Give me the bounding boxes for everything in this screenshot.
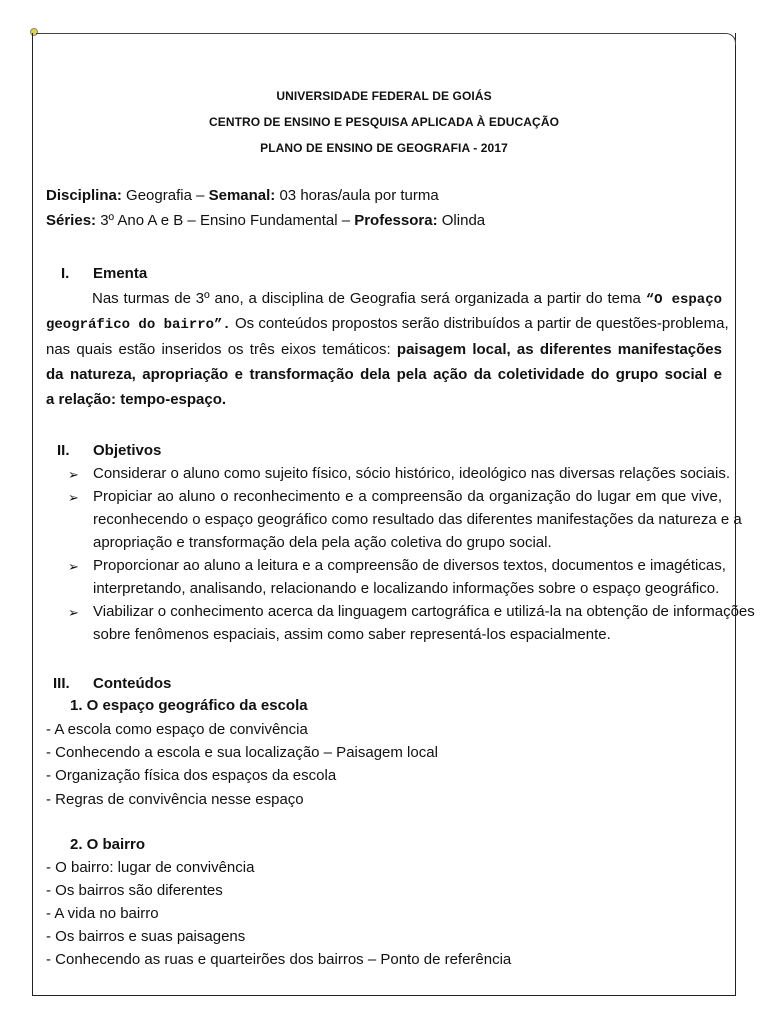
objetivo-item-cont: sobre fenômenos espaciais, assim como saber representá-los espacialmente. [93, 626, 611, 643]
semanal-value: 03 horas/aula por turma [279, 187, 439, 204]
ementa-line-4: da natureza, apropriação e transformação dela pela ação da coletividade do grupo social e [46, 366, 722, 383]
series-value: 3º Ano A e B – Ensino Fundamental – [100, 212, 351, 229]
list-item: - A escola como espaço de convivência [46, 721, 308, 738]
objetivos-title: Objetivos [93, 442, 162, 459]
university-title: UNIVERSIDADE FEDERAL DE GOIÁS [276, 89, 492, 103]
list-item: - A vida no bairro [46, 905, 159, 922]
list-item: - Os bairros são diferentes [46, 882, 223, 899]
ementa-line-5: a relação: tempo-espaço. [46, 391, 227, 408]
disciplina-label: Disciplina: [46, 187, 122, 204]
bullet-arrow-icon: ➢ [68, 467, 79, 482]
list-item: - O bairro: lugar de convivência [46, 859, 255, 876]
section-number: I. [61, 265, 70, 282]
objetivo-item: Viabilizar o conhecimento acerca da linguagem cartográfica e utilizá-la na obtenção de informações [93, 603, 755, 620]
ementa-line-2 [46, 315, 729, 333]
list-item: - Conhecendo a escola e sua localização – Paisagem local [46, 744, 438, 761]
professora-label: Professora: [354, 212, 438, 229]
section-number: III. [53, 675, 70, 692]
ementa-text: Nas turmas de 3º ano, a disciplina de Geografia será organizada a partir do tema [92, 290, 641, 307]
conteudos-title: Conteúdos [93, 675, 172, 692]
ementa-title: Ementa [93, 265, 148, 282]
objetivo-item-cont: reconhecendo o espaço geográfico como resultado das diferentes manifestações da natureza e a [93, 511, 742, 528]
ementa-theme: “O espaço [645, 292, 722, 308]
series-label: Séries: [46, 212, 97, 229]
objetivo-item-cont: apropriação e transformação dela pela ação coletiva do grupo social. [93, 534, 552, 551]
list-item: - Conhecendo as ruas e quarteirões dos bairros – Ponto de referência [46, 951, 512, 968]
bullet-arrow-icon: ➢ [68, 605, 79, 620]
disciplina-value: Geografia – [126, 187, 205, 204]
objetivo-item: Proporcionar ao aluno a leitura e a compreensão de diversos textos, documentos e imagéticas, [93, 557, 726, 574]
ementa-line-1 [92, 290, 722, 308]
series-line [46, 212, 485, 229]
semanal-label: Semanal: [208, 187, 276, 204]
ementa-theme: geográfico do bairro”. [46, 317, 231, 333]
section-number: II. [57, 442, 70, 459]
page-border-top [36, 33, 726, 34]
list-item: - Os bairros e suas paisagens [46, 928, 246, 945]
objetivo-item: Propiciar ao aluno o reconhecimento e a compreensão da organização do lugar em que vive, [93, 488, 722, 505]
list-item: - Regras de convivência nesse espaço [46, 791, 304, 808]
objetivo-item: Considerar o aluno como sujeito físico, sócio histórico, ideológico nas diversas relações sociais. [93, 465, 730, 482]
topic-title: 2. O bairro [70, 836, 146, 853]
disciplina-line [46, 187, 439, 204]
topic-title: 1. O espaço geográfico da escola [70, 697, 308, 714]
bullet-arrow-icon: ➢ [68, 559, 79, 574]
ementa-axes: paisagem local, as diferentes manifestações [396, 341, 722, 358]
plan-title: PLANO DE ENSINO DE GEOGRAFIA - 2017 [260, 141, 508, 155]
ementa-text: nas quais estão inseridos os três eixos temáticos: [46, 341, 391, 358]
bullet-arrow-icon: ➢ [68, 490, 79, 505]
ementa-line-3 [46, 341, 722, 358]
professora-value: Olinda [441, 212, 486, 229]
objetivo-item-cont: interpretando, analisando, relacionando e localizando informações sobre o espaço geográfico. [93, 580, 720, 597]
list-item: - Organização física dos espaços da escola [46, 767, 337, 784]
ementa-text: Os conteúdos propostos serão distribuídos a partir de questões-problema, [235, 315, 729, 332]
center-title: CENTRO DE ENSINO E PESQUISA APLICADA À EDUCAÇÃO [208, 115, 560, 129]
